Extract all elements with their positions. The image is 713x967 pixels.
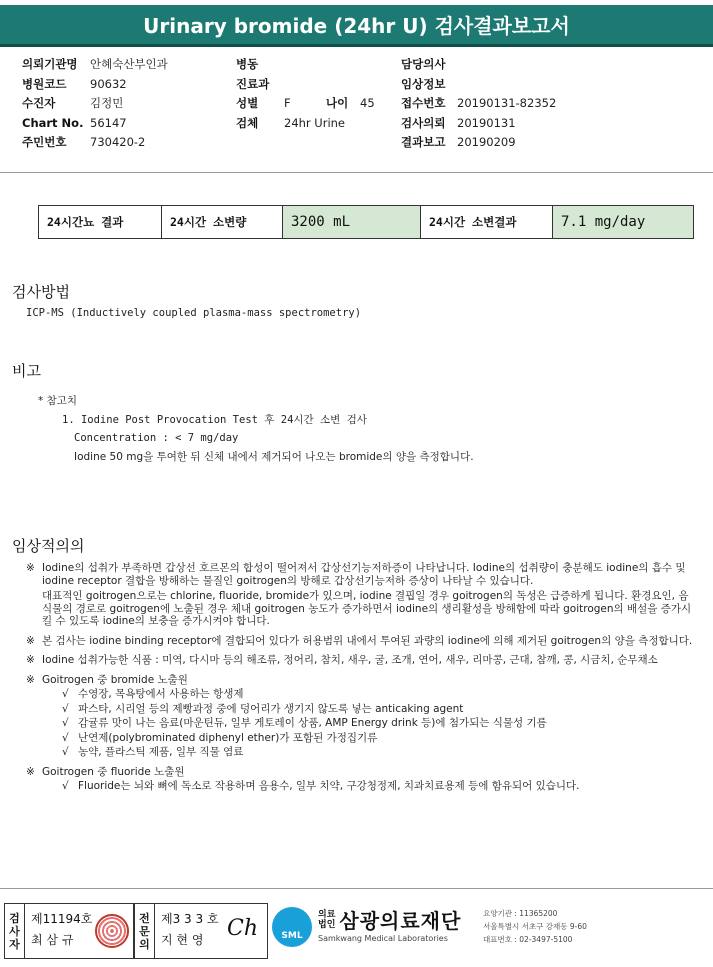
remarks-line-3: Iodine 50 mg을 투여한 뒤 신체 내에서 제거되어 나오는 bromide의 양을 측정합니다.	[74, 451, 474, 463]
info-row-report-date: 결과보고 20190209	[401, 135, 516, 149]
specialist-name: 지 현 영	[161, 933, 204, 947]
info-row-accession-no: 접수번호 20190131-82352	[401, 96, 557, 110]
note-mark-icon: ※	[26, 654, 35, 666]
info-row-chart-no: Chart No. 56147	[22, 115, 127, 130]
note-mark-icon: ※	[26, 562, 35, 574]
examiner-label: 검 사 자	[5, 904, 25, 958]
result-label-result: 24시간 소변결과	[421, 206, 553, 238]
info-row-hospital: 의뢰기관명 안혜숙산부인과	[22, 57, 168, 71]
method-heading: 검사방법	[12, 283, 70, 301]
result-table	[38, 205, 694, 239]
list-item: √ 파스타, 시리얼 등의 제빵과정 중에 덩어리가 생기지 않도록 넣는 anticaking agent	[62, 702, 464, 715]
result-value: 7.1 mg/day	[553, 206, 693, 238]
clinical-item-2-text: 본 검사는 iodine binding receptor에 결합되어 있다가 허용범위 내에서 투여된 과량의 iodine에 의해 제거된 goitrogen의 양을 측정합니다.	[42, 634, 693, 647]
lab-name: 삼광의료재단	[339, 909, 462, 933]
footer	[0, 903, 713, 963]
clinical-item-5	[26, 766, 696, 793]
info-row-resident-no: 주민번호 730420-2	[22, 135, 146, 149]
specialist-signature: Ch	[227, 916, 259, 941]
list-item: √ Fluoride는 뇌와 뼈에 독소로 작용하며 음용수, 일부 치약, 구강청정제, 치과치료용제 등에 함유되어 있습니다.	[62, 780, 580, 792]
list-item: √ 농약, 플라스틱 제품, 일부 직물 염료	[62, 746, 244, 758]
clinical-item-1	[26, 562, 696, 628]
note-mark-icon: ※	[26, 634, 35, 647]
examiner-license-no: 제11194호	[31, 912, 93, 926]
clinical-item-5-text: Goitrogen 중 fluoride 노출원	[42, 765, 185, 778]
check-icon: √	[62, 688, 69, 700]
examiner-seal	[95, 914, 129, 948]
note-mark-icon: ※	[26, 673, 35, 686]
remarks-reference-label: * 참고치	[38, 395, 78, 407]
examiner-box	[4, 903, 134, 959]
lab-address: 요양기관 : 11365200 서울특별시 서초구 강재동 9-60 대표번호 : 02-3497-5100	[483, 909, 587, 944]
info-row-doctor: 담당의사	[401, 57, 446, 71]
info-column-1	[22, 55, 168, 153]
method-text: ICP-MS (Inductively coupled plasma-mass spectrometry)	[26, 307, 362, 319]
check-icon: √	[62, 731, 69, 744]
remarks-line-1: 1. Iodine Post Provocation Test 후 24시간 소변 검사	[62, 414, 367, 426]
clinical-item-4	[26, 674, 696, 759]
lab-name-english: Samkwang Medical Laboratories	[318, 934, 448, 943]
specialist-box	[134, 903, 268, 959]
list-item: √ 난연제(polybrominated diphenyl ether)가 포함된 가정집기류	[62, 731, 378, 744]
clinical-item-3	[26, 654, 696, 667]
result-label-volume: 24시간 소변량	[162, 206, 283, 238]
note-mark-icon: ※	[26, 765, 35, 778]
clinical-item-4-text: Goitrogen 중 bromide 노출원	[42, 673, 188, 686]
info-column-3	[401, 55, 556, 153]
sml-logo-icon: SML	[272, 907, 312, 947]
list-item: √ 수영장, 목욕탕에서 사용하는 항생제	[62, 688, 244, 700]
info-row-department: 진료과	[236, 76, 270, 91]
lab-logo: 의료 법인 삼광의료재단 Samkwang Medical Laboratories	[318, 905, 461, 943]
specialist-label: 전 문 의	[135, 904, 155, 958]
header-divider	[0, 172, 713, 173]
clinical-item-2	[26, 635, 696, 648]
footer-divider	[0, 888, 713, 889]
examiner-name: 최 삼 규	[31, 933, 74, 947]
clinical-heading: 임상적의의	[12, 537, 85, 555]
result-label-24hr-urine: 24시간뇨 결과	[39, 206, 162, 238]
info-column-2	[236, 55, 375, 133]
check-icon: √	[62, 746, 69, 758]
clinical-item-1-text: Iodine의 섭취가 부족하면 갑상선 호르몬의 합성이 떨어져서 갑상선기능저하증이 나타납니다. Iodine의 섭취량이 충분해도 iodine의 흡수 및 iodine receptor 결합을 방해하는 물질인 goitrogen의 방해로 갑상선기능저하 증상이 나타날 수 있습니다.	[42, 562, 686, 587]
check-icon: √	[62, 717, 69, 729]
info-row-sex-age: 성별 F 나이 45	[236, 96, 375, 110]
clinical-item-3-text: Iodine 섭취가능한 식품 : 미역, 다시마 등의 해조류, 정어리, 참치, 새우, 굴, 조개, 연어, 새우, 리마콩, 근대, 참깨, 콩, 시금치, 순무채소	[42, 654, 658, 666]
clinical-list	[26, 562, 696, 800]
check-icon: √	[62, 780, 69, 792]
info-row-ward: 병동	[236, 57, 259, 71]
info-row-hospital-code: 병원코드 90632	[22, 76, 127, 91]
report-title: Urinary bromide (24hr U) 검사결과보고서	[0, 5, 713, 47]
specialist-license-no: 제3 3 3 호	[161, 912, 219, 926]
remarks-line-2: Concentration : < 7 mg/day	[74, 432, 239, 444]
remarks-heading: 비고	[12, 362, 41, 380]
result-volume-value: 3200 mL	[283, 206, 421, 238]
check-icon: √	[62, 702, 69, 715]
list-item: √ 감귤류 맛이 나는 음료(마운틴듀, 일부 게토레이 상품, AMP Energy drink 등)에 첨가되는 식물성 기름	[62, 717, 547, 729]
info-row-patient: 수진자 김정민	[22, 96, 124, 110]
info-row-clinical-info: 임상정보	[401, 76, 446, 91]
clinical-item-1-text-2: 대표적인 goitrogen으로는 chlorine, fluoride, bromide가 있으며, iodine 결핍일 경우 goitrogen의 독성은 급증하게 됩니다. 환경요인, 음식물의 경로로 goitrogen에 노출된 경우 체내 goitrogen 농도가 증가하면서 iodine의 생리활성을 방해함에 따라 goitrogen의 배설을 증가시킬 수 있도록 iodine의 보충을 증가시켜야 합니다.	[42, 590, 692, 627]
info-row-specimen: 검체 24hr Urine	[236, 115, 346, 130]
info-row-request-date: 검사의뢰 20190131	[401, 115, 516, 130]
